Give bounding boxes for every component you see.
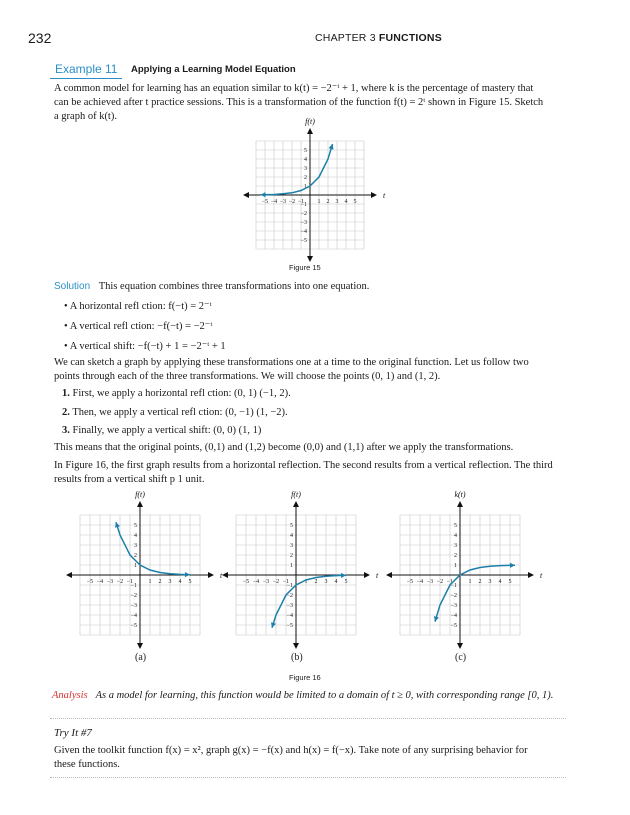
x-axis-label: t [383, 191, 386, 200]
x-tick-label: −1 [446, 579, 454, 585]
step-1 [62, 388, 291, 399]
x-tick-label: 4 [178, 579, 182, 585]
bullet-1: • A horizontal refl ction: f(−t) = 2⁻ᵗ [64, 301, 212, 312]
x-tick-label: −1 [297, 199, 305, 205]
x-tick-label: 4 [334, 579, 338, 585]
y-tick-label: 4 [134, 533, 137, 539]
x-tick-label: −3 [106, 579, 114, 585]
step-text: Finally, we apply a vertical shift: (0, 0) (1, 1) [72, 425, 262, 436]
solution-intro-line [54, 280, 566, 295]
y-axis-arrow [457, 501, 463, 507]
figure-16-caption: Figure 16 [289, 673, 321, 682]
x-tick-label: −4 [252, 579, 260, 585]
y-tick-label: −2 [450, 593, 457, 599]
figure-15-caption: Figure 15 [289, 263, 321, 272]
example-title: Applying a Learning Model Equation [131, 64, 296, 75]
y-tick-label: 2 [290, 553, 293, 559]
x-axis-arrow [386, 572, 392, 578]
x-axis-arrow [208, 572, 214, 578]
x-axis-arrow [222, 572, 228, 578]
curve-arrow [510, 563, 515, 568]
y-tick-label: 5 [304, 148, 307, 154]
x-tick-label: 4 [498, 579, 502, 585]
y-tick-label: 4 [304, 157, 307, 163]
x-axis-arrow [364, 572, 370, 578]
y-tick-label: −1 [286, 583, 293, 589]
y-tick-label: 3 [290, 543, 293, 549]
x-tick-label: −2 [116, 579, 124, 585]
x-tick-label: 2 [314, 579, 318, 585]
figure-16a-graph [70, 490, 223, 651]
solution-text-line-4: We can sketch a graph by applying these transformations one at a time to the original function. Let us follow two [54, 357, 529, 368]
try-it-label: Try It #7 [54, 727, 92, 739]
y-axis-arrow [307, 128, 313, 134]
step-number: 2. [62, 407, 70, 418]
curve-arrow [261, 192, 266, 197]
x-tick-label: 2 [326, 199, 330, 205]
y-tick-label: 4 [290, 533, 293, 539]
x-tick-label: −5 [86, 579, 94, 585]
y-tick-label: 2 [134, 553, 137, 559]
x-tick-label: −3 [279, 199, 287, 205]
y-tick-label: 5 [134, 523, 137, 529]
x-tick-label: −5 [406, 579, 414, 585]
try-it-text-line-1: Given the toolkit function f(x) = x², graph g(x) = −f(x) and h(x) = f(−x). Take note of any surprising behavior for [54, 745, 528, 756]
solution-text-line-6: This means that the original points, (0,1) and (1,2) become (0,0) and (1,1) after we apply the transformations. [54, 442, 514, 453]
y-axis-arrow [293, 643, 299, 649]
x-tick-label: 1 [148, 579, 152, 585]
y-tick-label: 1 [454, 563, 457, 569]
y-axis-arrow [293, 501, 299, 507]
y-tick-label: −1 [130, 583, 137, 589]
x-tick-label: −3 [426, 579, 434, 585]
x-tick-label: 4 [344, 199, 348, 205]
y-tick-label: 2 [304, 175, 307, 181]
x-axis-arrow [66, 572, 72, 578]
y-tick-label: 1 [304, 184, 307, 190]
x-tick-label: 3 [168, 579, 172, 585]
x-tick-label: −4 [416, 579, 424, 585]
y-tick-label: −5 [286, 623, 293, 629]
y-tick-label: −3 [450, 603, 457, 609]
try-it-text-line-2: these functions. [54, 759, 120, 770]
y-tick-label: −5 [130, 623, 137, 629]
y-tick-label: −4 [286, 613, 293, 619]
x-tick-label: 2 [478, 579, 482, 585]
x-tick-label: −4 [96, 579, 104, 585]
solution-text-line-7: In Figure 16, the first graph results from a horizontal reflection. The second results from a vertical reflection. The third [54, 460, 553, 471]
x-tick-label: 1 [468, 579, 472, 585]
figure-16a-label: (a) [135, 652, 147, 663]
y-tick-label: −5 [450, 623, 457, 629]
x-tick-label: 5 [508, 579, 512, 585]
bullet-2: • A vertical refl ction: −f(−t) = −2⁻ᵗ [64, 321, 213, 332]
example-text-line-3: a graph of k(t). [54, 111, 117, 122]
function-curve [116, 522, 190, 575]
bullet-3: • A vertical shift: −f(−t) + 1 = −2⁻ᵗ + 1 [64, 341, 226, 352]
x-tick-label: 5 [188, 579, 192, 585]
y-tick-label: 4 [454, 533, 457, 539]
y-tick-label: 1 [290, 563, 293, 569]
x-tick-label: −4 [270, 199, 278, 205]
running-header [315, 32, 442, 44]
function-curve [435, 565, 515, 621]
divider [50, 718, 566, 719]
x-axis-arrow [243, 192, 249, 198]
example-label: Example 11 [55, 62, 118, 76]
bullet-text: A vertical shift: −f(−t) + 1 = −2⁻ᵗ + 1 [69, 341, 226, 352]
y-tick-label: 3 [134, 543, 137, 549]
x-tick-label: 3 [324, 579, 328, 585]
x-tick-label: 3 [488, 579, 492, 585]
x-axis-arrow [528, 572, 534, 578]
figure-16c-graph [390, 490, 543, 651]
y-tick-label: 5 [454, 523, 457, 529]
bullet-text: A horizontal refl ction: f(−t) = 2⁻ᵗ [69, 301, 212, 312]
figure-16c-label: (c) [455, 652, 467, 663]
x-tick-label: 5 [344, 579, 348, 585]
example-text-line-2: can be achieved after t practice sessions. This is a transformation of the function f(t) = 2ᵗ shown in Figure 15. Sketch [54, 97, 544, 108]
y-axis-arrow [307, 256, 313, 262]
figure-16b-graph [226, 490, 379, 651]
x-axis-arrow [371, 192, 377, 198]
y-axis-arrow [137, 643, 143, 649]
y-tick-label: −4 [450, 613, 457, 619]
y-axis-arrow [457, 643, 463, 649]
y-axis-label: f(t) [135, 490, 145, 499]
x-tick-label: −3 [262, 579, 270, 585]
y-tick-label: −2 [300, 211, 307, 217]
curve-arrow [341, 573, 346, 578]
x-tick-label: −2 [288, 199, 296, 205]
analysis-text: As a model for learning, this function would be limited to a domain of t ≥ 0, with corresponding range [0, 1). [95, 690, 554, 701]
x-axis-label: t [220, 571, 223, 580]
x-tick-label: −1 [126, 579, 134, 585]
chapter-title: FUNCTIONS [378, 32, 442, 44]
solution-text-line-8: results from a vertical shift p 1 unit. [54, 474, 205, 485]
solution-intro: This equation combines three transformations into one equation. [98, 281, 370, 292]
y-axis-arrow [137, 501, 143, 507]
divider [50, 777, 566, 778]
bullet-text: A vertical refl ction: −f(−t) = −2⁻ᵗ [69, 321, 213, 332]
x-tick-label: 1 [304, 579, 308, 585]
x-axis-label: t [376, 571, 379, 580]
y-axis-label: k(t) [454, 490, 466, 499]
figure-16b-label: (b) [291, 652, 303, 663]
step-3 [62, 425, 261, 436]
x-tick-label: 1 [317, 199, 321, 205]
y-axis-label: f(t) [291, 490, 301, 499]
solution-label: Solution [54, 281, 91, 292]
function-curve [261, 144, 333, 195]
y-tick-label: −1 [450, 583, 457, 589]
x-tick-label: 2 [158, 579, 162, 585]
example-text-line-1: A common model for learning has an equation similar to k(t) = −2⁻ᵗ + 1, where k is the percentage of mastery that [54, 83, 534, 94]
y-tick-label: −2 [130, 593, 137, 599]
y-tick-label: −4 [130, 613, 137, 619]
y-tick-label: −2 [286, 593, 293, 599]
y-tick-label: 3 [454, 543, 457, 549]
solution-text-line-5: points through each of the three transformations. We will choose the points (0, 1) and (1, 2). [54, 371, 441, 382]
step-text: Then, we apply a vertical refl ction: (0, −1) (1, −2). [72, 407, 288, 418]
page-number: 232 [28, 30, 52, 46]
x-tick-label: −5 [242, 579, 250, 585]
y-tick-label: −1 [300, 202, 307, 208]
step-number: 3. [62, 425, 70, 436]
curve-arrow [185, 572, 190, 577]
y-tick-label: −3 [300, 220, 307, 226]
y-tick-label: −5 [300, 238, 307, 244]
x-tick-label: −5 [261, 199, 269, 205]
x-tick-label: 3 [335, 199, 339, 205]
analysis-note [52, 690, 553, 701]
x-axis-label: t [540, 571, 543, 580]
x-tick-label: −1 [282, 579, 290, 585]
y-tick-label: 2 [454, 553, 457, 559]
x-tick-label: −2 [272, 579, 280, 585]
chapter-prefix: CHAPTER 3 [315, 32, 376, 44]
y-tick-label: −3 [130, 603, 137, 609]
y-tick-label: −3 [286, 603, 293, 609]
figure-15-graph [240, 117, 386, 262]
x-tick-label: 5 [353, 199, 357, 205]
step-number: 1. [62, 388, 70, 399]
y-tick-label: 3 [304, 166, 307, 172]
y-tick-label: 5 [290, 523, 293, 529]
y-tick-label: −4 [300, 229, 307, 235]
x-tick-label: −2 [436, 579, 444, 585]
analysis-label: Analysis [52, 690, 88, 701]
step-text: First, we apply a horizontal refl ction: (0, 1) (−1, 2). [72, 388, 291, 399]
y-tick-label: 1 [134, 563, 137, 569]
y-axis-label: f(t) [305, 117, 315, 126]
step-2 [62, 407, 288, 418]
